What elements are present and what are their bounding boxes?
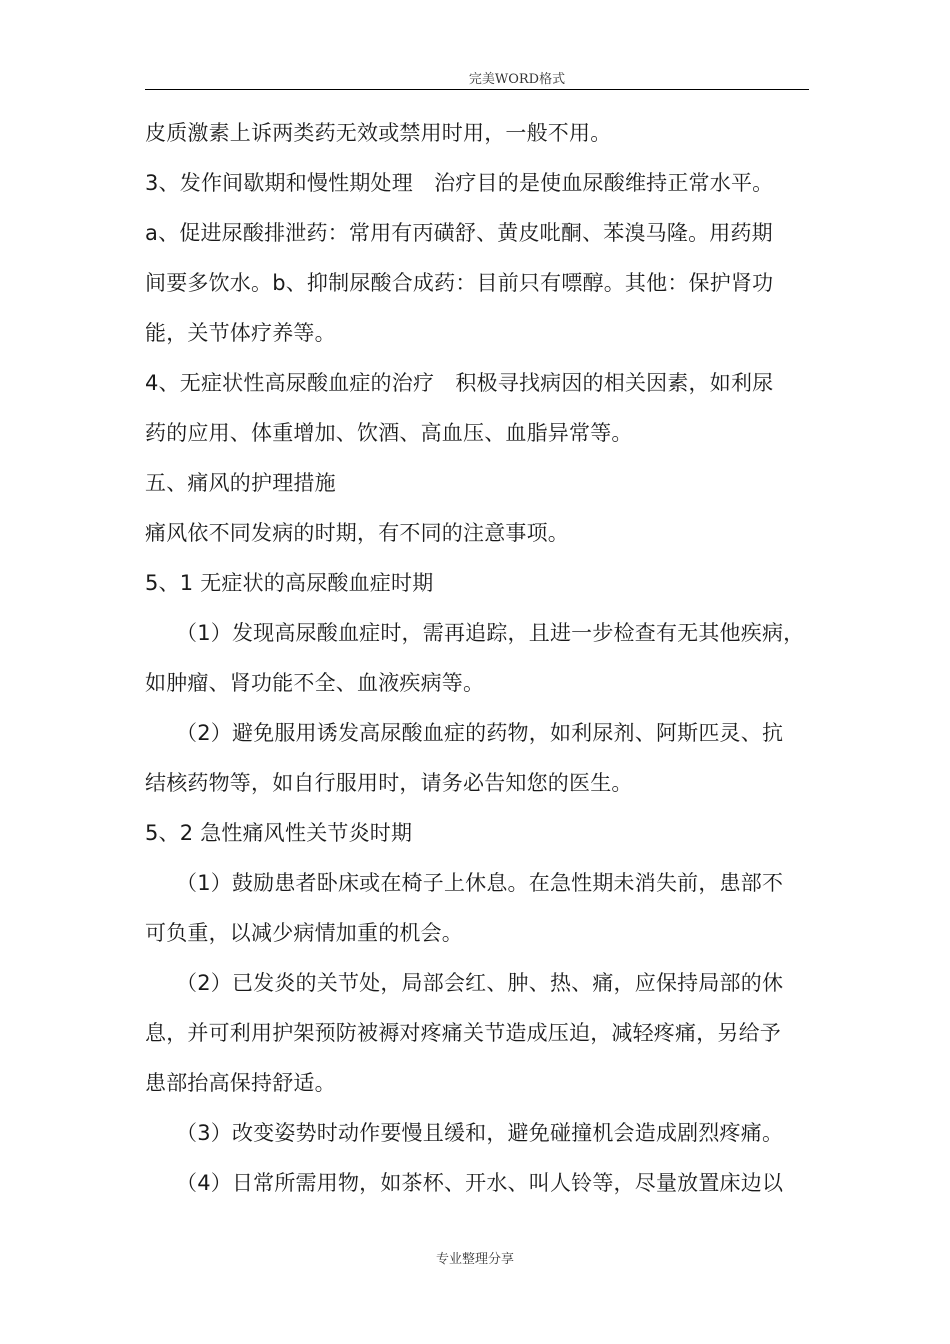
text-line: 间要多饮水。b、抑制尿酸合成药：目前只有嘌醇。其他：保护肾功 [145, 271, 774, 295]
text-line: 如肿瘤、肾功能不全、血液疾病等。 [145, 671, 485, 695]
subsection-heading: 5、2 急性痛风性关节炎时期 [145, 821, 413, 845]
list-item: （2）已发炎的关节处，局部会红、肿、热、痛，应保持局部的休 [176, 971, 784, 995]
text-line: 痛风依不同发病的时期，有不同的注意事项。 [145, 521, 569, 545]
page-header [145, 70, 809, 90]
list-item: （1）发现高尿酸血症时，需再追踪，且进一步检查有无其他疾病， [176, 621, 805, 645]
text-line: 结核药物等，如自行服用时，请务必告知您的医生。 [145, 771, 633, 795]
text-line: 息，并可利用护架预防被褥对疼痛关节造成压迫，减轻疼痛，另给予 [145, 1021, 781, 1045]
list-item: （3）改变姿势时动作要慢且缓和，避免碰撞机会造成剧烈疼痛。 [176, 1121, 784, 1145]
page-footer: 专业整理分享 [435, 1252, 514, 1267]
text-line: 能，关节体疗养等。 [145, 321, 336, 345]
section-heading: 五、痛风的护理措施 [145, 471, 336, 495]
text-line: 药的应用、体重增加、饮酒、高血压、血脂异常等。 [145, 421, 633, 445]
text-line: 患部抬高保持舒适。 [145, 1071, 336, 1095]
document-body [145, 108, 809, 1208]
list-item: （4）日常所需用物，如茶杯、开水、叫人铃等，尽量放置床边以 [176, 1171, 784, 1195]
subsection-heading: 5、1 无症状的高尿酸血症时期 [145, 571, 434, 595]
list-item: （2）避免服用诱发高尿酸血症的药物，如利尿剂、阿斯匹灵、抗 [176, 721, 784, 745]
text-line: 皮质激素上诉两类药无效或禁用时用，一般不用。 [145, 121, 612, 145]
text-line: 可负重，以减少病情加重的机会。 [145, 921, 463, 945]
text-line: 3、发作间歇期和慢性期处理 治疗目的是使血尿酸维持正常水平。 [145, 171, 774, 195]
list-item: （1）鼓励患者卧床或在椅子上休息。在急性期未消失前，患部不 [176, 871, 784, 895]
text-line: 4、无症状性高尿酸血症的治疗 积极寻找病因的相关因素，如利尿 [145, 371, 774, 395]
text-line: a、促进尿酸排泄药：常用有丙磺舒、黄皮吡酮、苯溴马隆。用药期 [145, 221, 773, 245]
header-text: 完美WORD格式 [468, 72, 566, 87]
